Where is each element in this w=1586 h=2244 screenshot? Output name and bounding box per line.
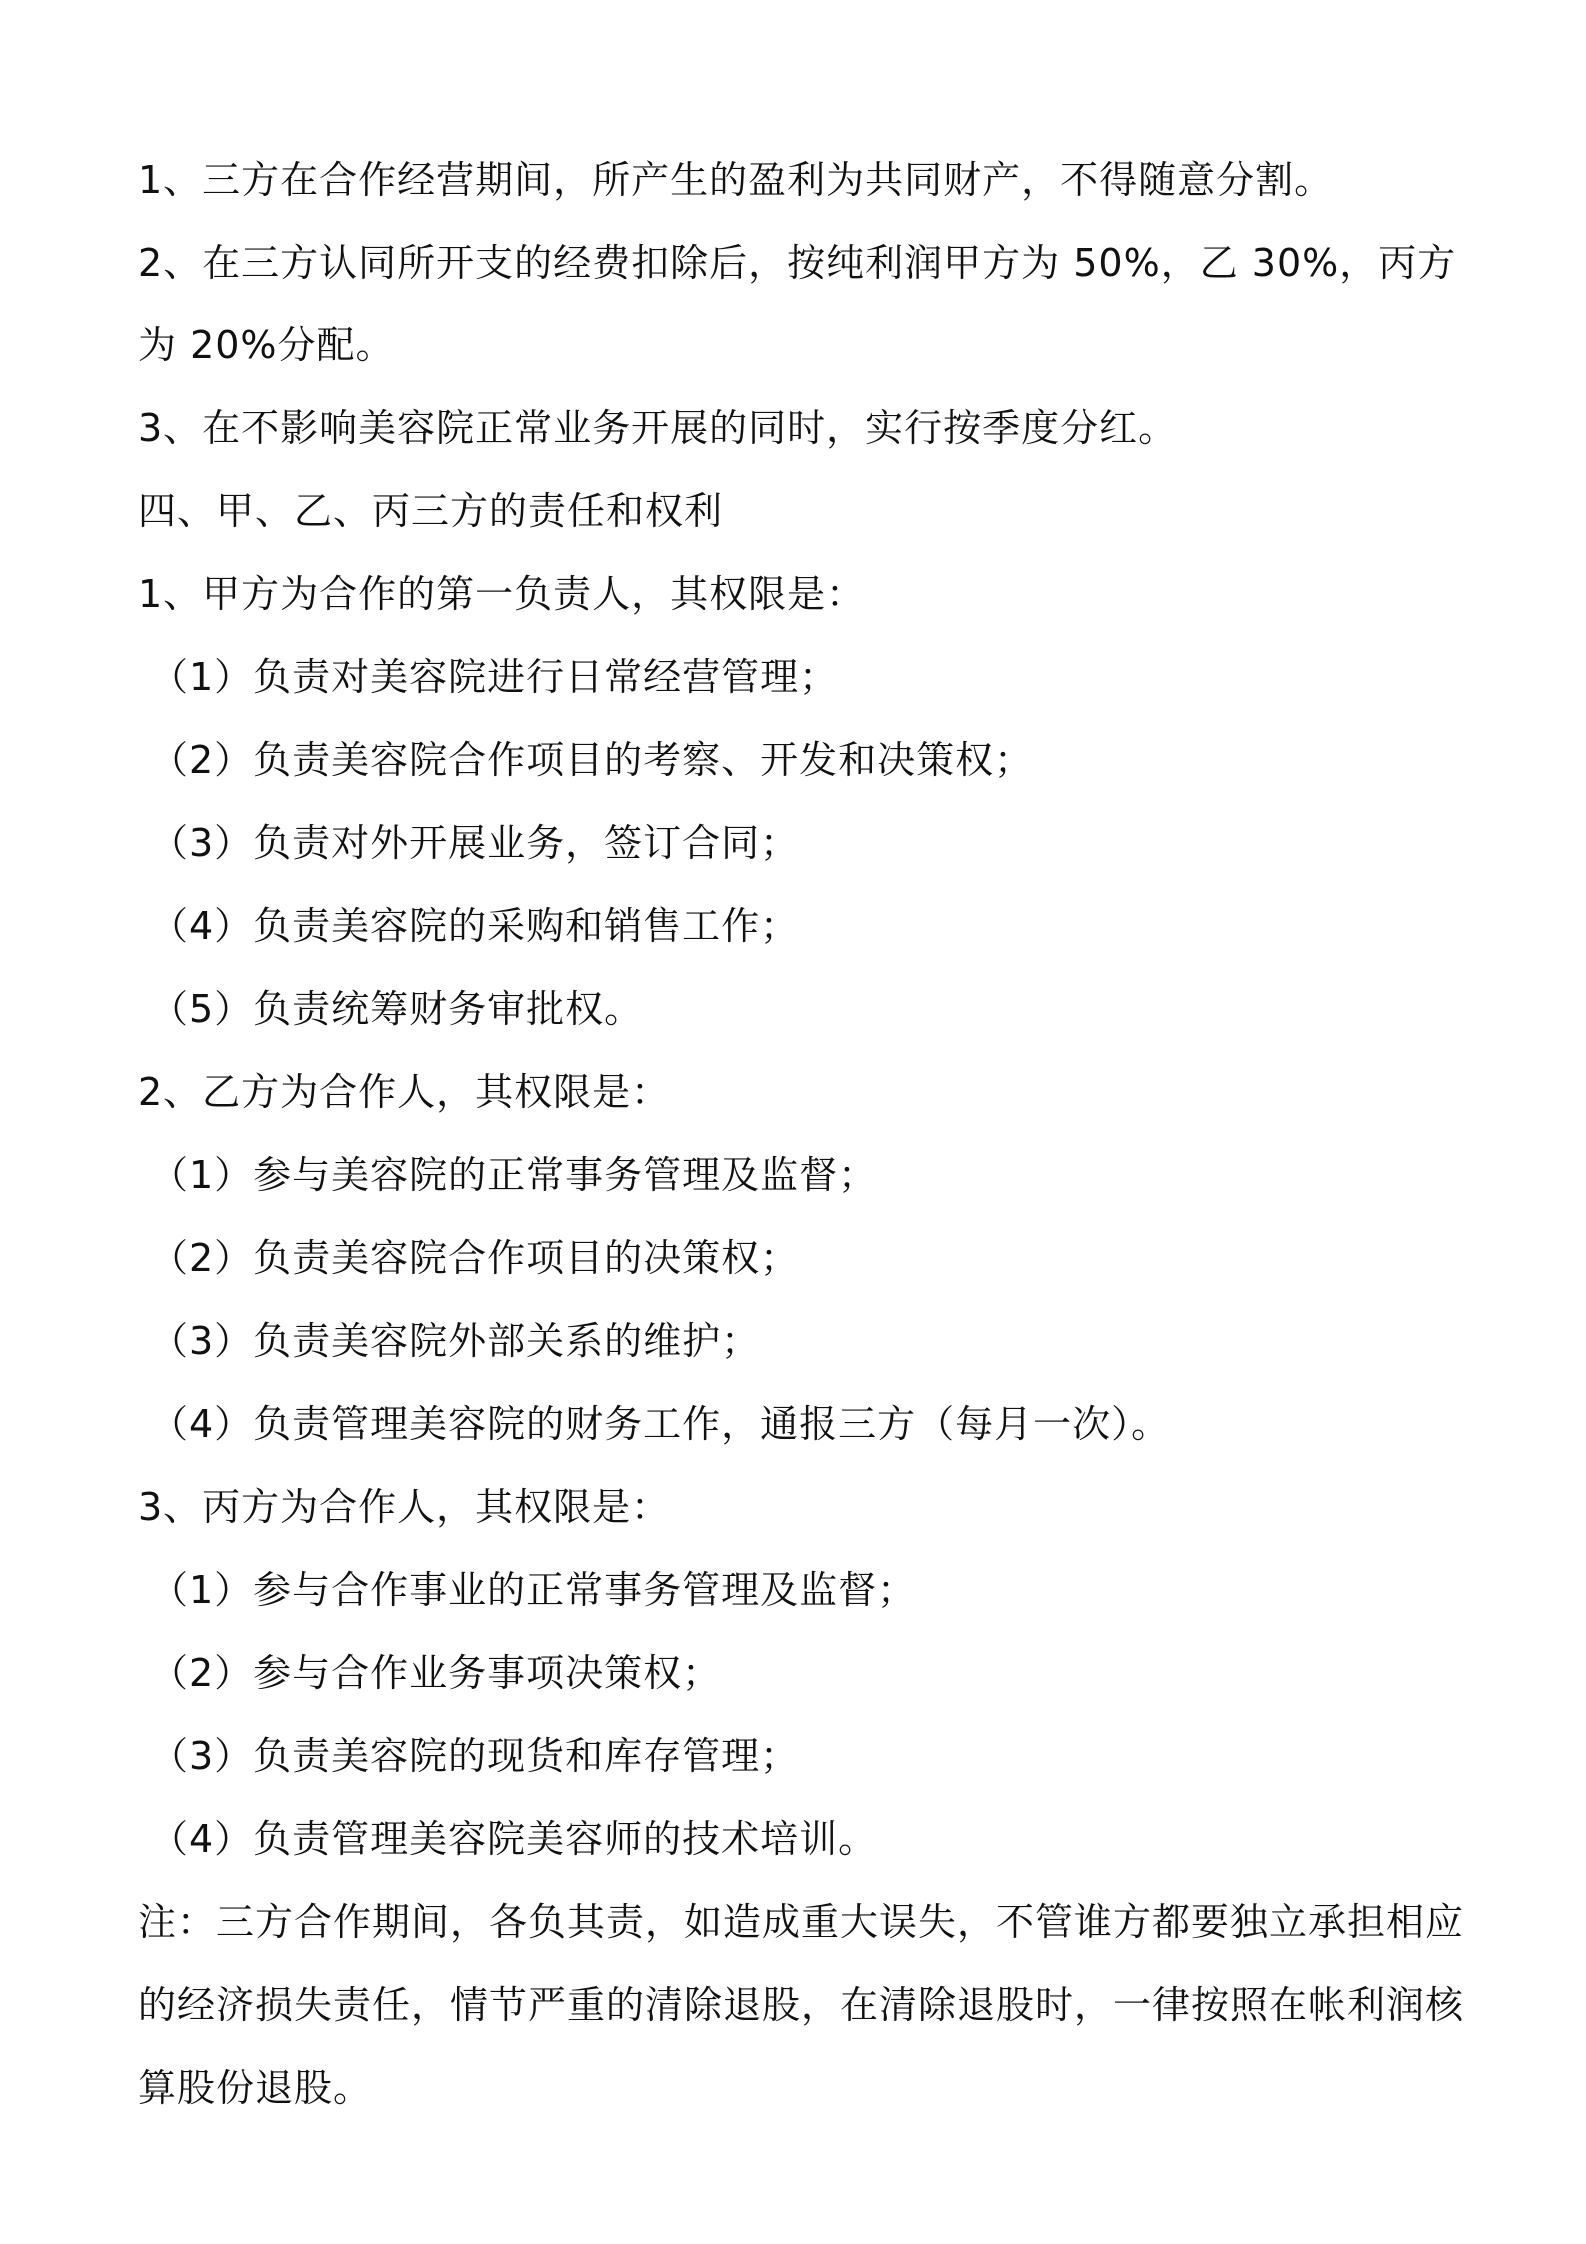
party-a-heading: 1、甲方为合作的第一负责人，其权限是：: [138, 572, 866, 616]
party-c-item-2: （2）参与合作业务事项决策权；: [150, 1651, 722, 1695]
section-title: 四、甲、乙、丙三方的责任和权利: [138, 489, 724, 533]
party-b-item-1: （1）参与美容院的正常事务管理及监督；: [150, 1153, 878, 1197]
party-a-item-4: （4）负责美容院的采购和销售工作；: [150, 904, 800, 948]
party-c-heading: 3、丙方为合作人，其权限是：: [138, 1485, 671, 1529]
party-c-item-1: （1）参与合作事业的正常事务管理及监督；: [150, 1568, 917, 1612]
party-c-item-3: （3）负责美容院的现货和库存管理；: [150, 1734, 800, 1778]
party-b-item-4: （4）负责管理美容院的财务工作，通报三方（每月一次）。: [150, 1402, 1171, 1446]
party-b-heading: 2、乙方为合作人，其权限是：: [138, 1070, 671, 1114]
party-a-item-2: （2）负责美容院合作项目的考察、开发和决策权；: [150, 738, 1034, 782]
note-line-1: 注：三方合作期间，各负其责，如造成重大误失，不管谁方都要独立承担相应: [138, 1900, 1465, 1944]
profit-item-2-line-1: 2、在三方认同所开支的经费扣除后，按纯利润甲方为 50%，乙 30%，丙方: [138, 241, 1457, 285]
party-a-item-1: （1）负责对美容院进行日常经营管理；: [150, 655, 839, 699]
party-a-item-3: （3）负责对外开展业务，签订合同；: [150, 821, 800, 865]
party-b-item-3: （3）负责美容院外部关系的维护；: [150, 1319, 761, 1363]
party-c-item-4: （4）负责管理美容院美容师的技术培训。: [150, 1817, 878, 1861]
note-line-2: 的经济损失责任，情节严重的清除退股，在清除退股时，一律按照在帐利润核: [138, 1983, 1465, 2027]
profit-item-1: 1、三方在合作经营期间，所产生的盈利为共同财产，不得随意分割。: [138, 158, 1334, 202]
profit-item-3: 3、在不影响美容院正常业务开展的同时，实行按季度分红。: [138, 406, 1178, 450]
party-b-item-2: （2）负责美容院合作项目的决策权；: [150, 1236, 800, 1280]
note-line-3: 算股份退股。: [138, 2066, 373, 2110]
profit-item-2-line-2: 为 20%分配。: [138, 323, 395, 367]
party-a-item-5: （5）负责统筹财务审批权。: [150, 987, 644, 1031]
